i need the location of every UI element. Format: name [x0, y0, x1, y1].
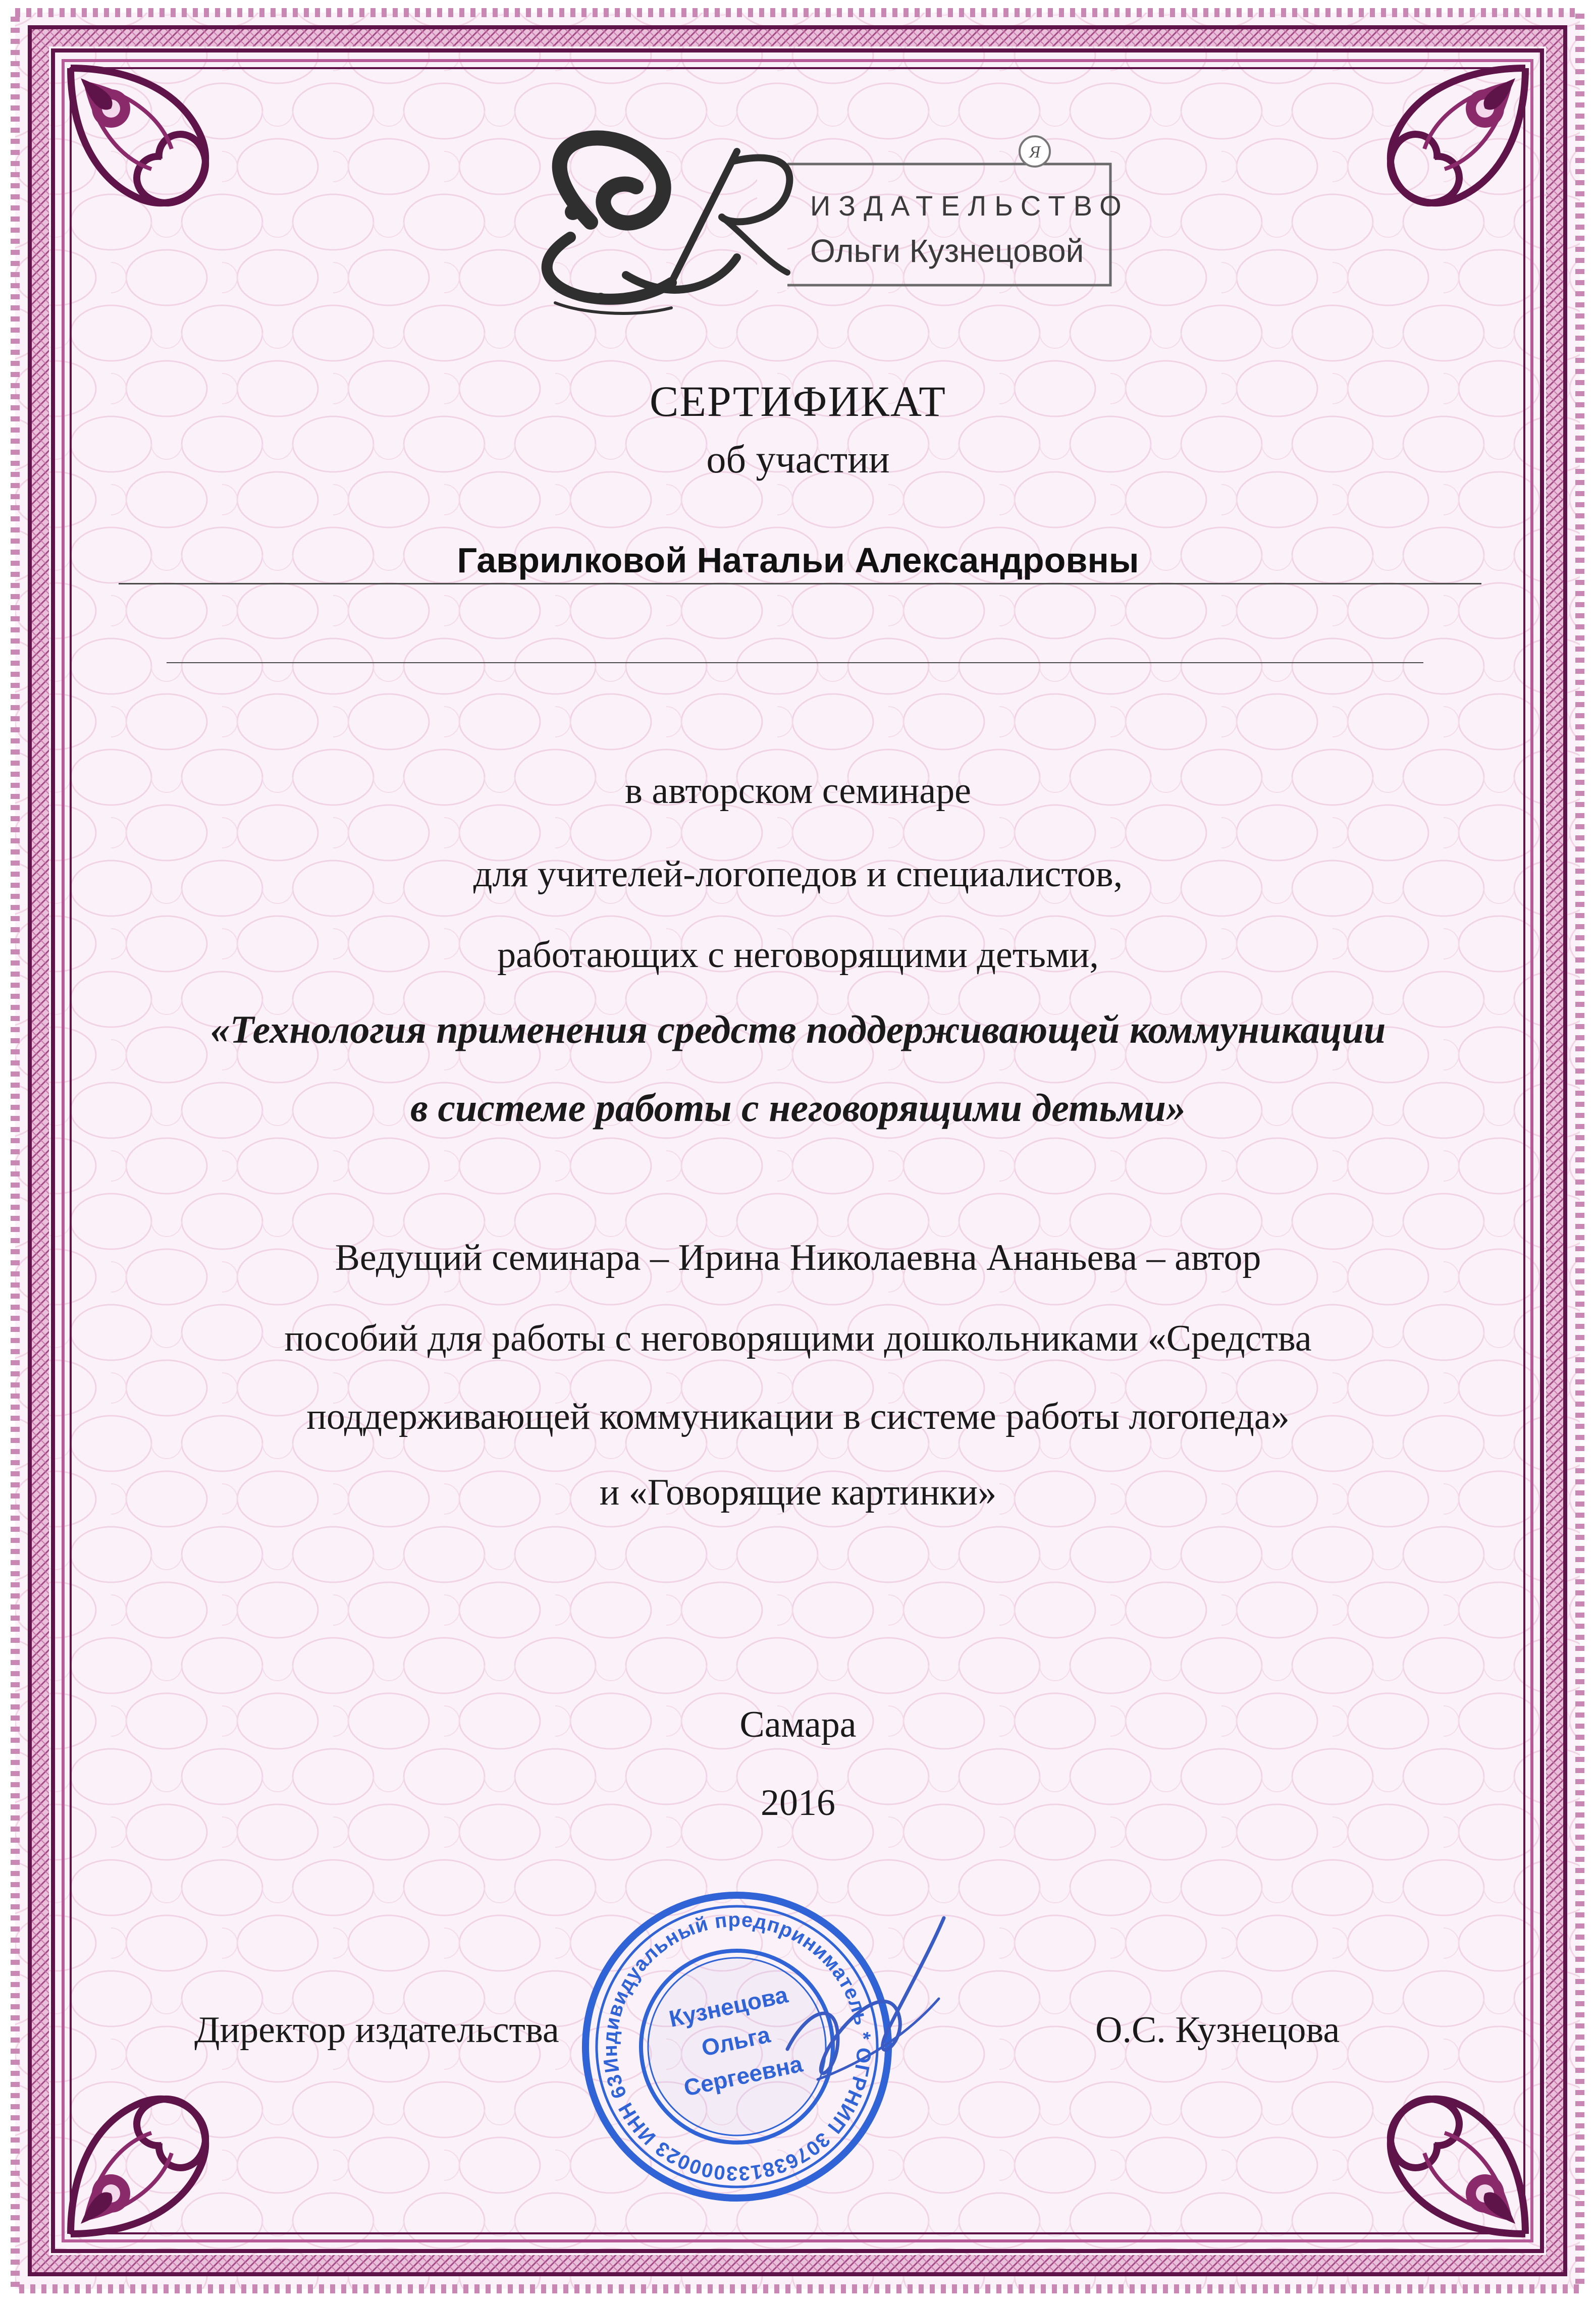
recipient-underline — [119, 583, 1481, 584]
signatory-role: Директор издательства — [194, 2009, 559, 2051]
svg-text:Я: Я — [1029, 143, 1041, 162]
leader-line-2: пособий для работы с неговорящими дошкольниками «Средства — [284, 1318, 1312, 1359]
certificate-subtitle: об участии — [706, 437, 890, 481]
city: Самара — [739, 1704, 857, 1745]
leader-line-1: Ведущий семинара – Ирина Николаевна Ананьева – автор — [335, 1237, 1261, 1278]
year: 2016 — [761, 1782, 835, 1824]
recipient-name: Гаврилковой Натальи Александровны — [457, 541, 1139, 580]
signatory-name: О.С. Кузнецова — [1095, 2009, 1340, 2051]
stamp-center-line-3: Сергеевна — [681, 2050, 805, 2101]
logo-line-2: Ольги Кузнецовой — [810, 233, 1084, 269]
body-line-2: для учителей-логопедов и специалистов, — [473, 853, 1123, 895]
seminar-title-line-2: в системе работы с неговорящими детьми» — [410, 1086, 1186, 1130]
leader-line-3: поддерживающей коммуникации в системе работы логопеда» — [306, 1396, 1290, 1437]
body-line-3: работающих с неговорящими детьми, — [497, 934, 1099, 976]
stamp-outer-ring-text: Индивидуальный предприниматель * ОГРНИП 307638133000023 ИНН 638139436129 — [599, 1908, 875, 2185]
seminar-title-line-1: «Технология применения средств поддерживающей коммуникации — [210, 1007, 1386, 1051]
leader-line-4: и «Говорящие картинки» — [599, 1472, 997, 1513]
stamp-center-line-1: Кузнецова — [666, 1981, 790, 2032]
logo-line-1: ИЗДАТЕЛЬСТВО — [810, 190, 1130, 222]
blank-line — [167, 662, 1423, 663]
certificate-title: СЕРТИФИКАТ — [650, 377, 946, 425]
body-line-1: в авторском семинаре — [624, 770, 972, 812]
stamp-center-line-2: Ольга — [699, 2021, 773, 2061]
